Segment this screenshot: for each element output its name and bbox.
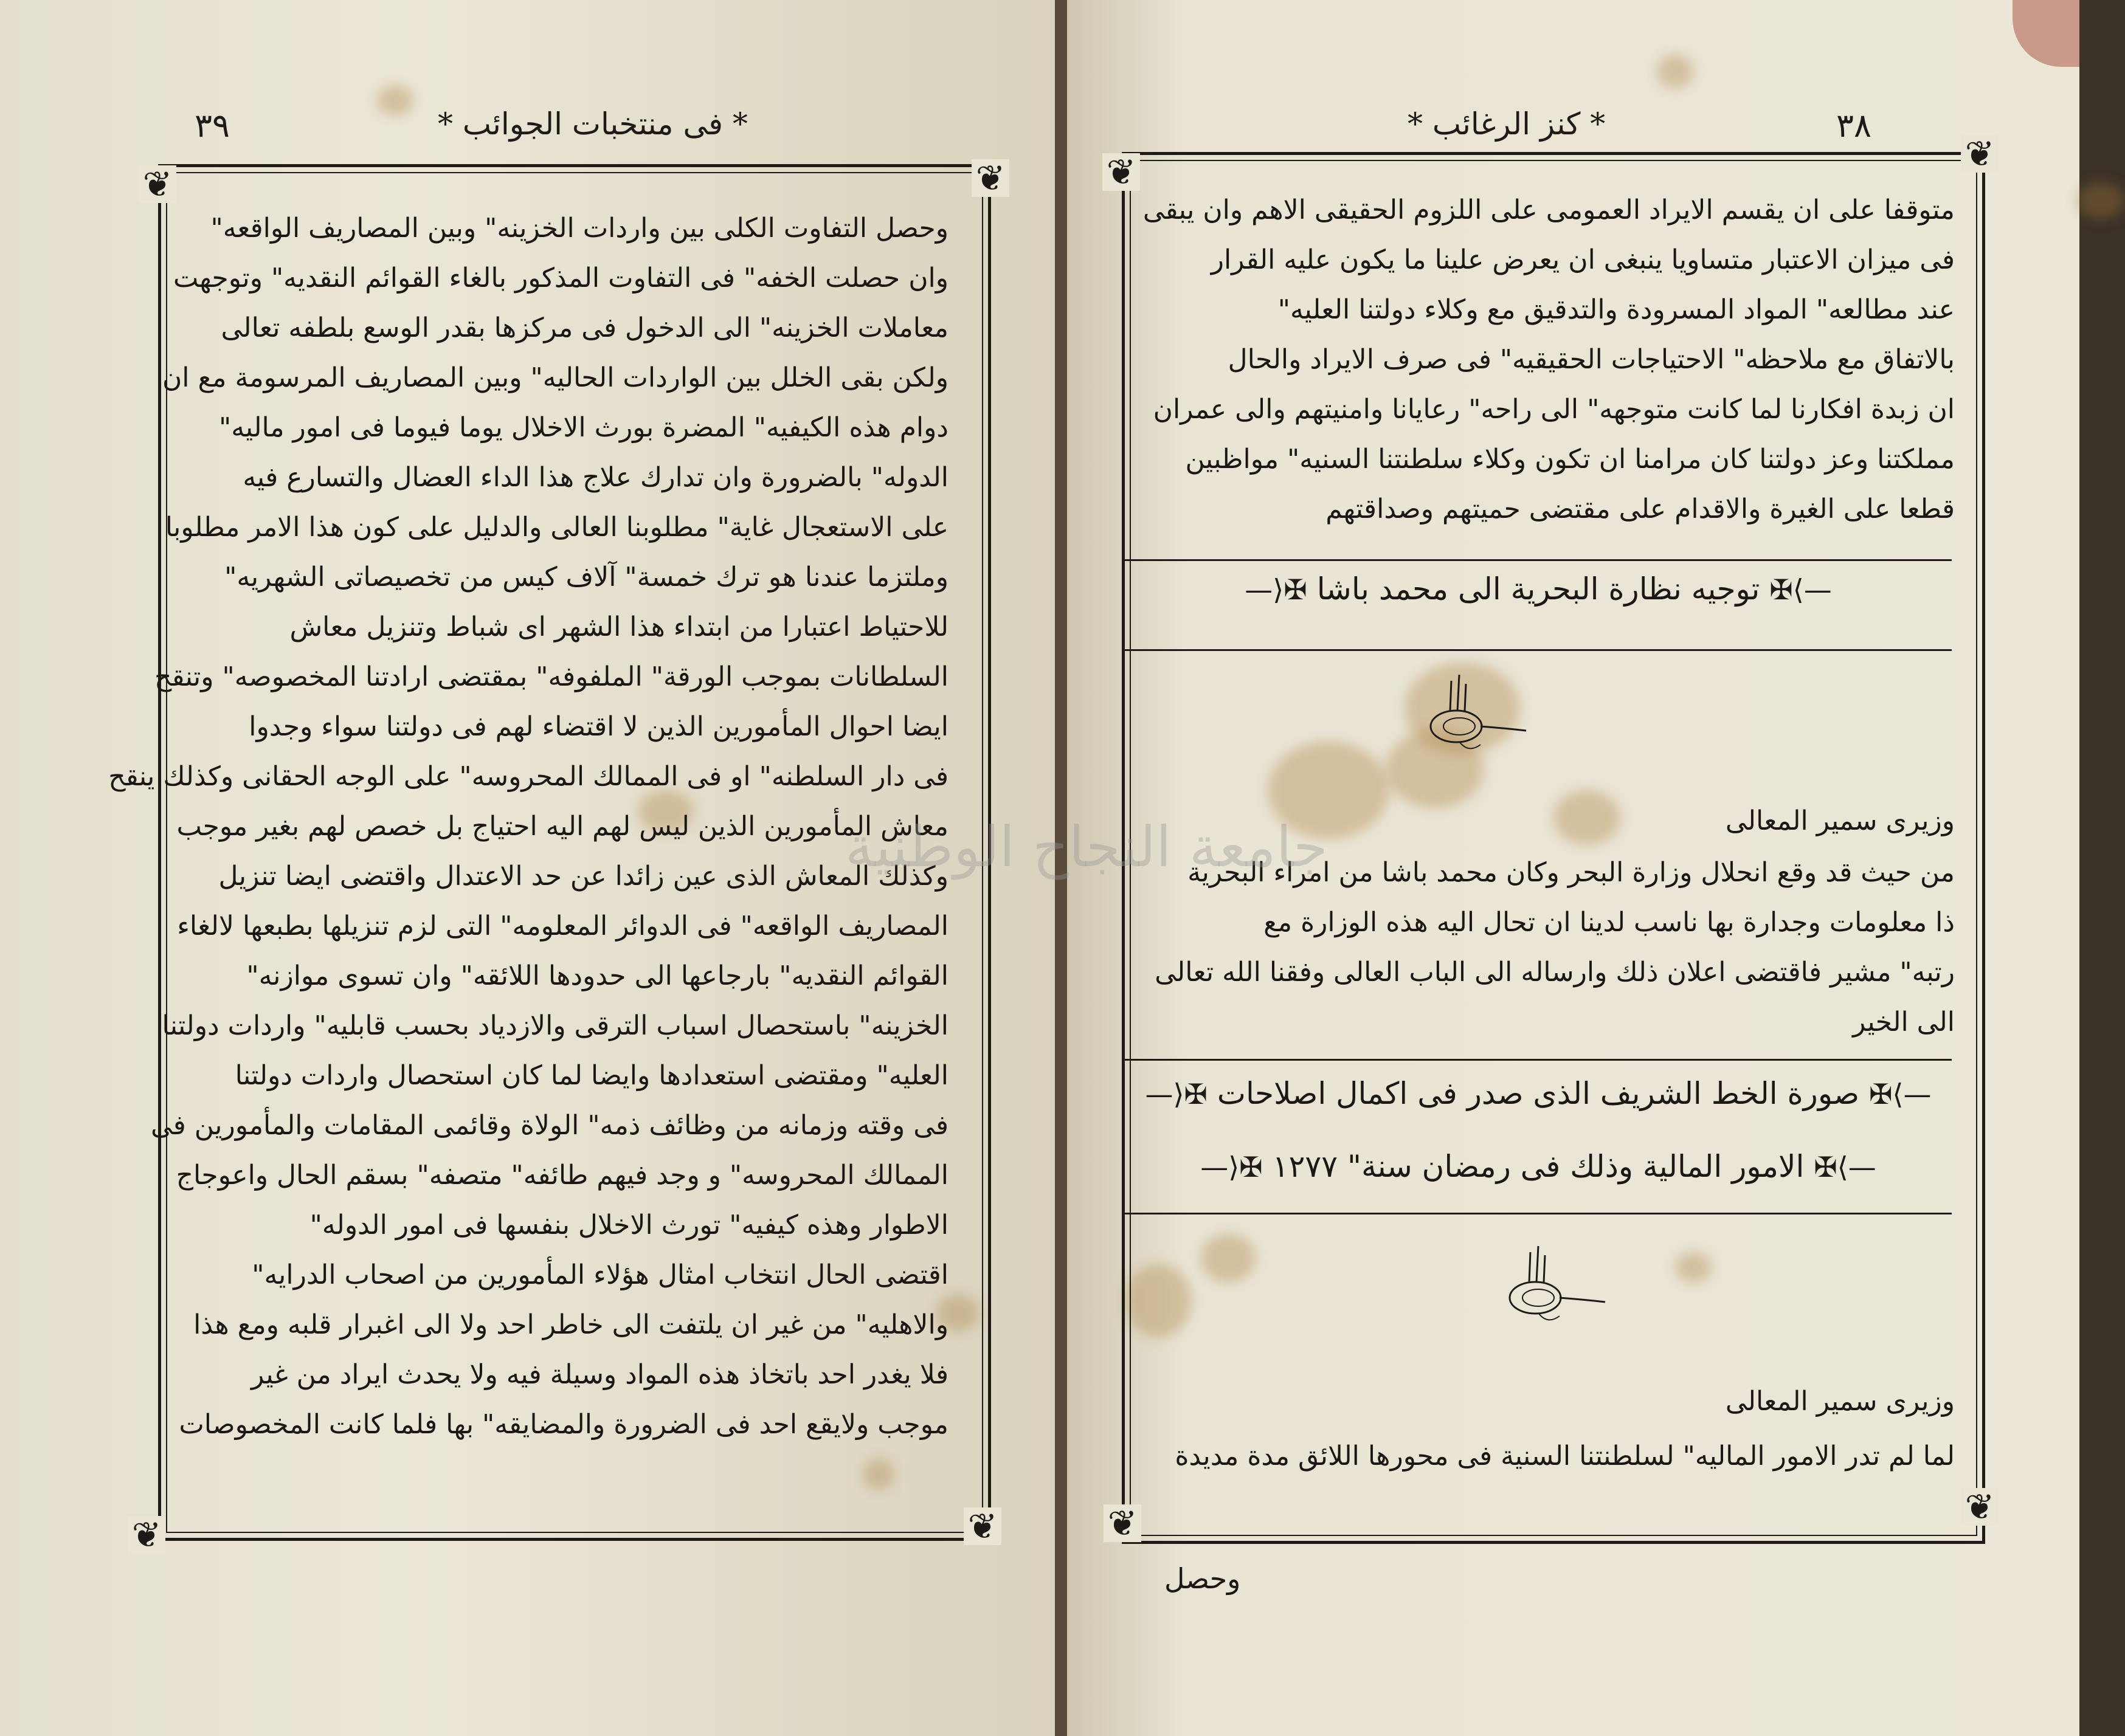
text-line: القوائم النقديه" بارجاعها الى حدودها اللائقه" وان تسوى موازنه" <box>246 960 948 991</box>
text-line: فى ميزان الاعتبار متساويا ينبغى ان يعرض علينا ما يكون عليه القرار <box>1211 244 1955 275</box>
text-line: المصاريف الواقعه" فى الدوائر المعلومه" التى لزم تنزيلها بطبعها لالغاء <box>177 911 948 942</box>
text-line: وان حصلت الخفه" فى التفاوت المذكور بالغاء القوائم النقديه" وتوجهت <box>173 263 948 294</box>
text-line: متوقفا على ان يقسم الايراد العمومى على اللزوم الحقيقى الاهم وان يبقى <box>1142 195 1955 226</box>
text-line: ذا معلومات وجدارة بها ناسب لدينا ان تحال اليه هذه الوزارة مع <box>1263 907 1955 938</box>
text-line: وملتزما عندنا هو ترك خمسة" آلاف كيس من تخصيصاتى الشهريه" <box>224 562 948 593</box>
corner-ornament-icon: ❦ <box>972 159 1009 197</box>
page-number: ٣٩ <box>195 106 230 145</box>
heading-ornament-icon: —⟩✠ <box>1769 573 1832 606</box>
divider <box>1125 649 1952 651</box>
body-text-section-1 <box>1142 185 1955 534</box>
stain <box>1657 55 1693 88</box>
heading-ornament-icon: ✠⟨— <box>1200 1151 1263 1183</box>
text-line: الى الخير <box>1853 1007 1955 1038</box>
corner-ornament-icon: ❦ <box>128 1516 165 1554</box>
corner-ornament-icon: ❦ <box>1104 1504 1141 1542</box>
text-line: معاملات الخزينه" الى الدخول فى مركزها بقدر الوسع بلطفه تعالى <box>221 312 948 343</box>
text-line: قطعا على الغيرة والاقدام على مقتضى حميتهم وصداقتهم <box>1325 494 1955 525</box>
section-heading <box>1125 1149 1952 1184</box>
text-line: من حيث قد وقع انحلال وزارة البحر وكان محمد باشا من امراء البحرية <box>1187 857 1955 888</box>
text-line: الخزينه" باستحصال اسباب الترقى والازدياد بحسب قابليه" واردات دولتنا <box>162 1010 948 1041</box>
text-line: عند مطالعه" المواد المسرودة والتدقيق مع وكلاء دولتنا العليه" <box>1277 294 1955 325</box>
corner-ornament-icon: ❦ <box>1961 1488 1999 1526</box>
vizier-address <box>1158 1377 1955 1427</box>
text-line: لما لم تدر الامور الماليه" لسلطنتنا السنية فى محورها اللائق مدة مديدة <box>1175 1441 1955 1472</box>
text-line: وكذلك المعاش الذى عين زائدا عن حد الاعتدال واقتضى ايضا تنزيل <box>218 861 948 892</box>
running-head: * فى منتخبات الجوائب * <box>438 106 748 142</box>
heading-ornament-icon: ✠⟨— <box>1145 1078 1208 1111</box>
corner-ornament-icon: ❦ <box>1961 135 1999 173</box>
heading-ornament-icon: —⟩✠ <box>1814 1151 1876 1183</box>
text-line: ولكن بقى الخلل بين الواردات الحاليه" وبين المصاريف المرسومة مع ان <box>162 362 948 393</box>
text-line: موجب ولايقع احد فى الضرورة والمضايقه" بها فلما كانت المخصوصات <box>179 1409 948 1440</box>
finger-edge <box>2013 0 2079 67</box>
text-line: على الاستعجال غاية" مطلوبنا العالى والدليل على كون هذا الامر مطلوبا <box>165 512 948 543</box>
corner-ornament-icon: ❦ <box>964 1507 1001 1545</box>
catchword: وحصل <box>1164 1562 1241 1595</box>
stain <box>377 85 413 115</box>
divider <box>1125 1213 1952 1214</box>
vizier-address-text: وزيرى سمير المعالى <box>1725 1386 1955 1417</box>
text-line: رتبه" مشير فاقتضى اعلان ذلك وارساله الى الباب العالى وفقنا الله تعالى <box>1155 957 1955 988</box>
text-line: مملكتنا وعز دولتنا كان مرامنا ان تكون وكلاء سلطنتنا السنيه" مواظبين <box>1185 444 1955 475</box>
section-heading <box>1125 1076 1952 1111</box>
text-line: فلا يغدر احد باتخاذ هذه المواد وسيلة فيه ولا يحدث ايراد من غير <box>251 1359 948 1390</box>
text-line: معاش المأمورين الذين ليس لهم اليه احتياج بل خصص لهم بغير موجب <box>176 811 948 842</box>
text-line: اقتضى الحال انتخاب امثال هؤلاء المأمورين من اصحاب الدرايه" <box>252 1259 948 1290</box>
text-line: فى وقته وزمانه من وظائف ذمه" الولاة وقائمى المقامات والمأمورين فى <box>151 1110 948 1141</box>
text-line: دوام هذه الكيفيه" المضرة بورث الاخلال يوما فيوما فى امور ماليه" <box>219 412 948 443</box>
text-line: للاحتياط اعتبارا من ابتداء هذا الشهر اى شباط وتنزيل معاش <box>289 611 948 642</box>
library-watermark: جامعة النجاح الوطنية <box>845 815 1328 880</box>
text-line: ايضا احوال المأمورين الذين لا اقتضاء لهم فى دولتنا سواء وجدوا <box>249 711 948 742</box>
page-number: ٣٨ <box>1836 106 1872 145</box>
body-text-section-3 <box>1158 1431 1955 1481</box>
heading-ornament-icon: ✠⟨— <box>1245 573 1307 606</box>
body-text <box>108 204 948 1450</box>
stain <box>2076 182 2125 219</box>
text-line: فى دار السلطنه" او فى الممالك المحروسه" على الوجه الحقانى وكذلك ينقح <box>108 761 948 792</box>
section-heading <box>1125 571 1952 607</box>
running-head: * كنز الرغائب * <box>1408 106 1606 142</box>
section-heading-text: صورة الخط الشريف الذى صدر فى اكمال اصلاحات <box>1217 1076 1860 1111</box>
text-line: الممالك المحروسه" و وجد فيهم طائفه" متصفه" بسقم الحال واعوجاج <box>176 1160 948 1191</box>
section-heading-text: الامور المالية وذلك فى رمضان سنة" ١٢٧٧ <box>1272 1149 1805 1184</box>
text-line: السلطانات بموجب الورقة" الملفوفه" بمقتضى ارادتنا المخصوصه" وتنقح <box>154 661 948 692</box>
heading-ornament-icon: —⟩✠ <box>1869 1078 1932 1111</box>
text-line: الاطوار وهذه كيفيه" تورث الاخلال بنفسها فى امور الدوله" <box>309 1210 948 1241</box>
tughra-seal-icon <box>1414 669 1529 760</box>
text-line: والاهليه" من غير ان يلتفت الى خاطر احد ولا الى اغبرار قلبه ومع هذا <box>193 1309 948 1340</box>
corner-ornament-icon: ❦ <box>1102 153 1140 191</box>
section-heading-text: توجيه نظارة البحرية الى محمد باشا <box>1316 571 1760 607</box>
text-line: الدوله" بالضرورة وان تدارك علاج هذا الداء العضال والتسارع فيه <box>243 462 948 493</box>
text-line: ان زبدة افكارنا لما كانت متوجهه" الى راحه" رعايانا وامنيتهم والى عمران <box>1153 394 1955 425</box>
divider <box>1125 559 1952 561</box>
tughra-seal-icon <box>1493 1240 1608 1331</box>
vizier-address-text: وزيرى سمير المعالى <box>1725 805 1955 836</box>
text-line: وحصل التفاوت الكلى بين واردات الخزينه" وبين المصاريف الواقعه" <box>210 213 948 244</box>
divider <box>1125 1059 1952 1061</box>
corner-ornament-icon: ❦ <box>139 165 176 203</box>
text-line: العليه" ومقتضى استعدادها وايضا لما كان استحصال واردات دولتنا <box>235 1060 948 1091</box>
text-line: بالاتفاق مع ملاحظه" الاحتياجات الحقيقيه" فى صرف الايراد والحال <box>1228 344 1955 375</box>
